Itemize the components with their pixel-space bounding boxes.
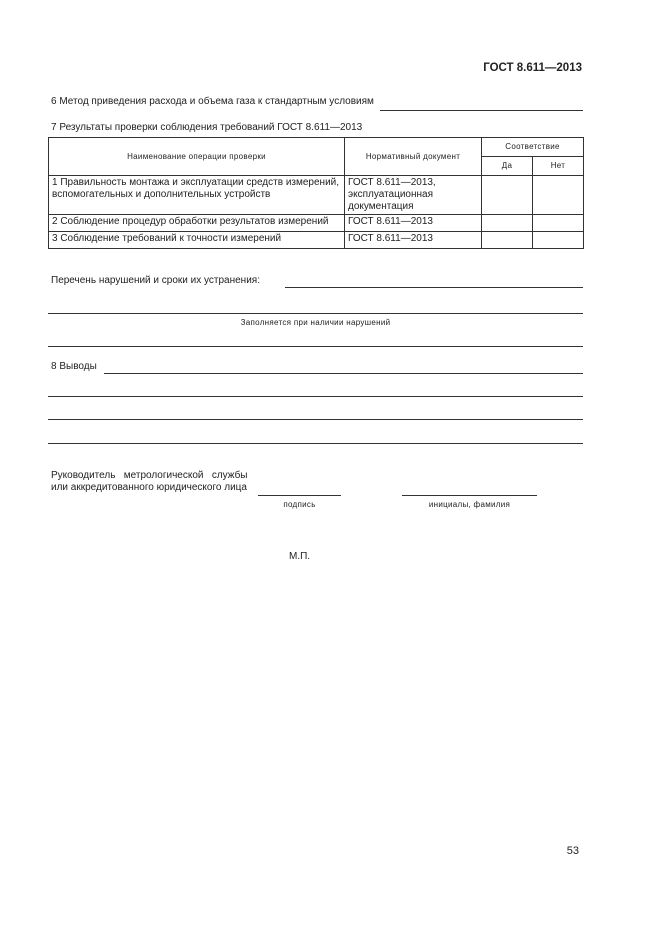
signatory-title: Руководитель метрологической службы bbox=[51, 470, 248, 481]
document-text: ГОСТ 8.611—2013, bbox=[348, 177, 436, 188]
table-row bbox=[49, 176, 584, 215]
operation-cell bbox=[49, 215, 345, 232]
conclusions-fill-line[interactable] bbox=[48, 396, 583, 397]
section-6-label: 6 Метод приведения расхода и объема газа к стандартным условиям bbox=[51, 96, 374, 107]
table-row bbox=[49, 215, 584, 232]
document-text: эксплуатационная bbox=[348, 189, 433, 200]
operation-text: 1 Правильность монтажа и эксплуатации средств измерений, bbox=[52, 177, 340, 188]
document-cell bbox=[345, 215, 482, 232]
violations-fill-line[interactable] bbox=[285, 287, 583, 288]
stamp-label: М.П. bbox=[289, 551, 311, 562]
column-header-compliance: Соответствие bbox=[482, 138, 584, 157]
signature-caption: подпись bbox=[283, 500, 316, 509]
conclusions-fill-line[interactable] bbox=[104, 373, 583, 374]
column-header-operation: Наименование операции проверки bbox=[49, 138, 345, 176]
document-header: ГОСТ 8.611—2013 bbox=[483, 62, 582, 74]
page-number: 53 bbox=[566, 845, 579, 857]
violations-note: Заполняется при наличии нарушений bbox=[240, 318, 391, 327]
violations-fill-line[interactable] bbox=[48, 313, 583, 314]
violations-label: Перечень нарушений и сроки их устранения: bbox=[51, 275, 260, 286]
violations-fill-line[interactable] bbox=[48, 346, 583, 347]
signatory-title: или аккредитованного юридического лица bbox=[51, 482, 247, 493]
signature-line[interactable] bbox=[258, 495, 341, 496]
document-text: ГОСТ 8.611—2013 bbox=[348, 233, 433, 244]
column-header-yes: Да bbox=[482, 157, 533, 176]
document-cell bbox=[345, 232, 482, 249]
table-row bbox=[49, 232, 584, 249]
column-header-document: Нормативный документ bbox=[345, 138, 482, 176]
document-cell bbox=[345, 176, 482, 215]
operation-text: 2 Соблюдение процедур обработки результатов измерений bbox=[52, 216, 329, 227]
name-caption: инициалы, фамилия bbox=[428, 500, 511, 509]
no-cell[interactable] bbox=[533, 232, 584, 249]
document-text: ГОСТ 8.611—2013 bbox=[348, 216, 433, 227]
no-cell[interactable] bbox=[533, 215, 584, 232]
no-cell[interactable] bbox=[533, 176, 584, 215]
section-7-label: 7 Результаты проверки соблюдения требований ГОСТ 8.611—2013 bbox=[51, 122, 363, 133]
yes-cell[interactable] bbox=[482, 215, 533, 232]
conclusions-fill-line[interactable] bbox=[48, 443, 583, 444]
operation-cell bbox=[49, 232, 345, 249]
operation-text: вспомогательных и дополнительных устройств bbox=[52, 189, 271, 200]
conclusions-fill-line[interactable] bbox=[48, 419, 583, 420]
name-line[interactable] bbox=[402, 495, 537, 496]
section-8-label: 8 Выводы bbox=[51, 361, 97, 372]
section-6-fill-line[interactable] bbox=[380, 110, 583, 111]
document-text: документация bbox=[348, 201, 414, 212]
operation-text: 3 Соблюдение требований к точности измерений bbox=[52, 233, 282, 244]
yes-cell[interactable] bbox=[482, 232, 533, 249]
column-header-no: Нет bbox=[533, 157, 584, 176]
yes-cell[interactable] bbox=[482, 176, 533, 215]
operation-cell bbox=[49, 176, 345, 215]
results-table bbox=[48, 137, 584, 249]
